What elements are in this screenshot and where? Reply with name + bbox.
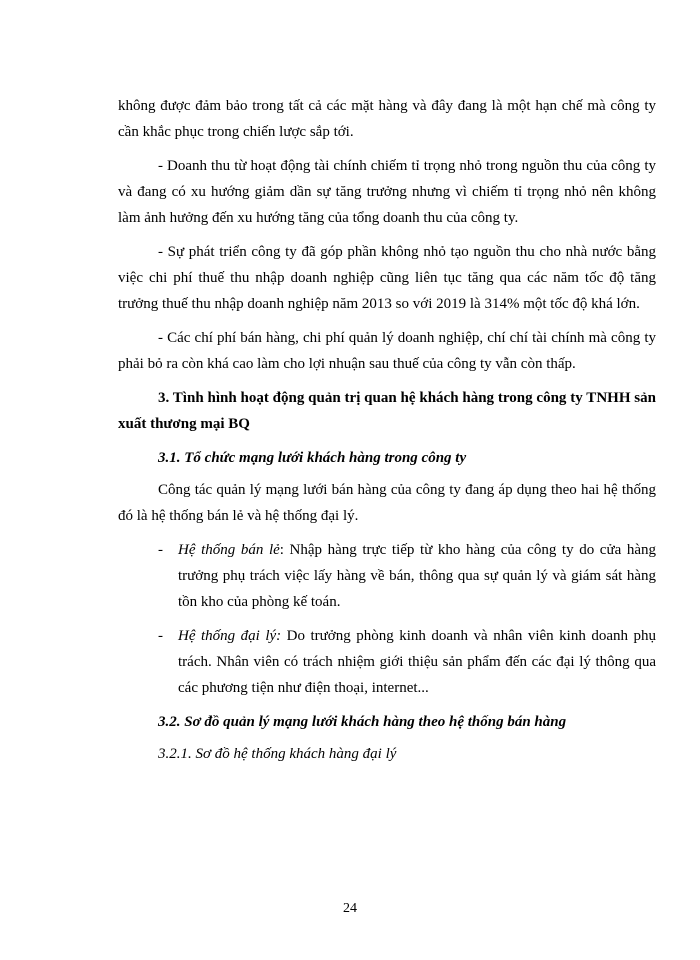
bullet-text: Do trưởng phòng kinh doanh và nhân viên kinh doanh phụ trách. Nhân viên có trách nhiệm giới thiệu sản phẩm đến các đại lý thông qua các phương tiện như điện thoại, internet... <box>178 628 656 696</box>
bullet-text: : Nhập hàng trực tiếp từ kho hàng của công ty do cửa hàng trưởng phụ trách việc lấy hàng về bán, thông qua sự quản lý và giám sát hàng tồn kho của phòng kế toán. <box>178 542 656 610</box>
paragraph-financial-revenue: - Doanh thu từ hoạt động tài chính chiếm tỉ trọng nhỏ trong nguồn thu của công ty và đang có xu hướng giảm dần sự tăng trưởng nhưng vì chiếm tỉ trọng nhỏ nên không làm ảnh hưởng đến xu hướng tăng của tổng doanh thu của công ty. <box>118 158 656 226</box>
page-number: 24 <box>343 901 357 916</box>
section-3-1-intro: Công tác quản lý mạng lưới bán hàng của công ty đang áp dụng theo hai hệ thống đó là hệ thống bán lẻ và hệ thống đại lý. <box>118 482 656 524</box>
paragraph-costs: - Các chí phí bán hàng, chi phí quản lý doanh nghiệp, chí chí tài chính mà công ty phải bỏ ra còn khá cao làm cho lợi nhuận sau thuế của công ty vẫn còn thấp. <box>118 330 656 372</box>
bullet-retail-system <box>118 537 656 615</box>
bullet-agency-system <box>118 623 656 701</box>
paragraph-continuation: không được đảm bảo trong tất cả các mặt hàng và đây đang là một hạn chế mà công ty cần khắc phục trong chiến lược sắp tới. <box>118 98 656 140</box>
section-3-heading: 3. Tình hình hoạt động quản trị quan hệ khách hàng trong công ty TNHH sản xuất thương mại BQ <box>118 390 656 432</box>
section-3-2-heading: 3.2. Sơ đồ quản lý mạng lưới khách hàng theo hệ thống bán hàng <box>158 714 567 730</box>
document-body <box>118 93 656 775</box>
section-3-1-heading: 3.1. Tổ chức mạng lưới khách hàng trong công ty <box>158 450 467 466</box>
bullet-body <box>178 623 656 701</box>
bullet-marker: - <box>158 542 163 558</box>
bullet-marker: - <box>158 628 163 644</box>
section-3-2-1-heading: 3.2.1. Sơ đồ hệ thống khách hàng đại lý <box>158 746 397 762</box>
bullet-body <box>178 537 656 615</box>
bullet-term: Hệ thống bán lẻ <box>178 542 280 558</box>
bullet-term: Hệ thống đại lý: <box>178 628 282 644</box>
paragraph-tax-growth: - Sự phát triển công ty đã góp phần không nhỏ tạo nguồn thu cho nhà nước bằng việc chi phí thuế thu nhập doanh nghiệp cũng liên tục tăng qua các năm tốc độ tăng trưởng thuế thu nhập doanh nghiệp năm 2013 so với 2019 là 314% một tốc độ khá lớn. <box>118 244 656 312</box>
